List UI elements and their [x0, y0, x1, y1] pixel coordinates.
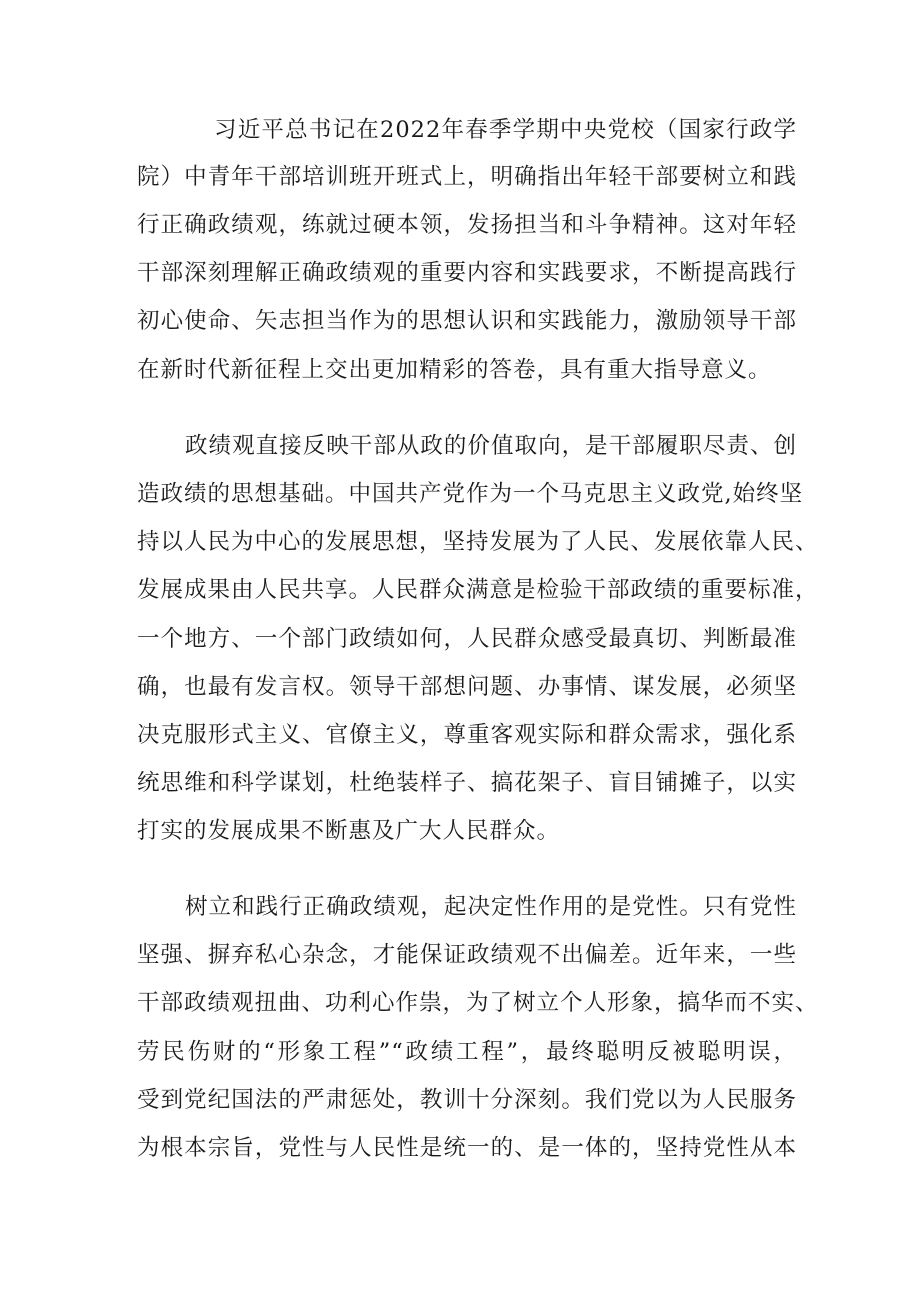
paragraph-line: 初心使命、矢志担当作为的思想认识和实践能力，激励领导干部: [137, 308, 797, 334]
paragraph-line: 院）中青年干部培训班开班式上，明确指出年轻干部要树立和践: [137, 164, 797, 190]
paragraph-line: 一个地方、一个部门政绩如何，人民群众感受最真切、判断最准: [137, 626, 797, 652]
paragraph-line: 干部深刻理解正确政绩观的重要内容和实践要求，不断提高践行: [137, 260, 797, 286]
paragraph-line: 为根本宗旨，党性与人民性是统一的、是一体的，坚持党性从本: [137, 1135, 797, 1161]
paragraph-line: 树立和践行正确政绩观，起决定性作用的是党性。只有党性: [185, 894, 797, 920]
paragraph-line: 持以人民为中心的发展思想，坚持发展为了人民、发展依靠人民、: [137, 529, 819, 555]
paragraph-line: 统思维和科学谋划，杜绝装样子、搞花架子、盲目铺摊子，以实: [137, 770, 797, 796]
paragraph-line: 受到党纪国法的严肃惩处，教训十分深刻。我们党以为人民服务: [137, 1087, 797, 1113]
paragraph-line: 造政绩的思想基础。中国共产党作为一个马克思主义政党,始终坚: [137, 481, 804, 507]
paragraph-line: 干部政绩观扭曲、功利心作祟，为了树立个人形象，搞华而不实、: [137, 990, 819, 1016]
paragraph-line: 坚强、摒弃私心杂念，才能保证政绩观不出偏差。近年来，一些: [137, 942, 797, 968]
paragraph-line: 劳民伤财的“形象工程”“政绩工程”，最终聪明反被聪明误，: [137, 1039, 797, 1065]
paragraph-line: 习近平总书记在2022年春季学期中央党校（国家行政学: [214, 117, 797, 143]
paragraph-line: 发展成果由人民共享。人民群众满意是检验干部政绩的重要标准，: [137, 577, 819, 603]
paragraph-line: 政绩观直接反映干部从政的价值取向，是干部履职尽责、创: [185, 433, 797, 459]
paragraph-line: 决克服形式主义、官僚主义，尊重客观实际和群众需求，强化系: [137, 722, 797, 748]
paragraph-line: 行正确政绩观，练就过硬本领，发扬担当和斗争精神。这对年轻: [137, 212, 797, 238]
paragraph-line: 确，也最有发言权。领导干部想问题、办事情、谋发展，必须坚: [137, 674, 797, 700]
paragraph-line: 在新时代新征程上交出更加精彩的答卷，具有重大指导意义。: [137, 357, 772, 383]
paragraph-line: 打实的发展成果不断惠及广大人民群众。: [137, 818, 561, 844]
